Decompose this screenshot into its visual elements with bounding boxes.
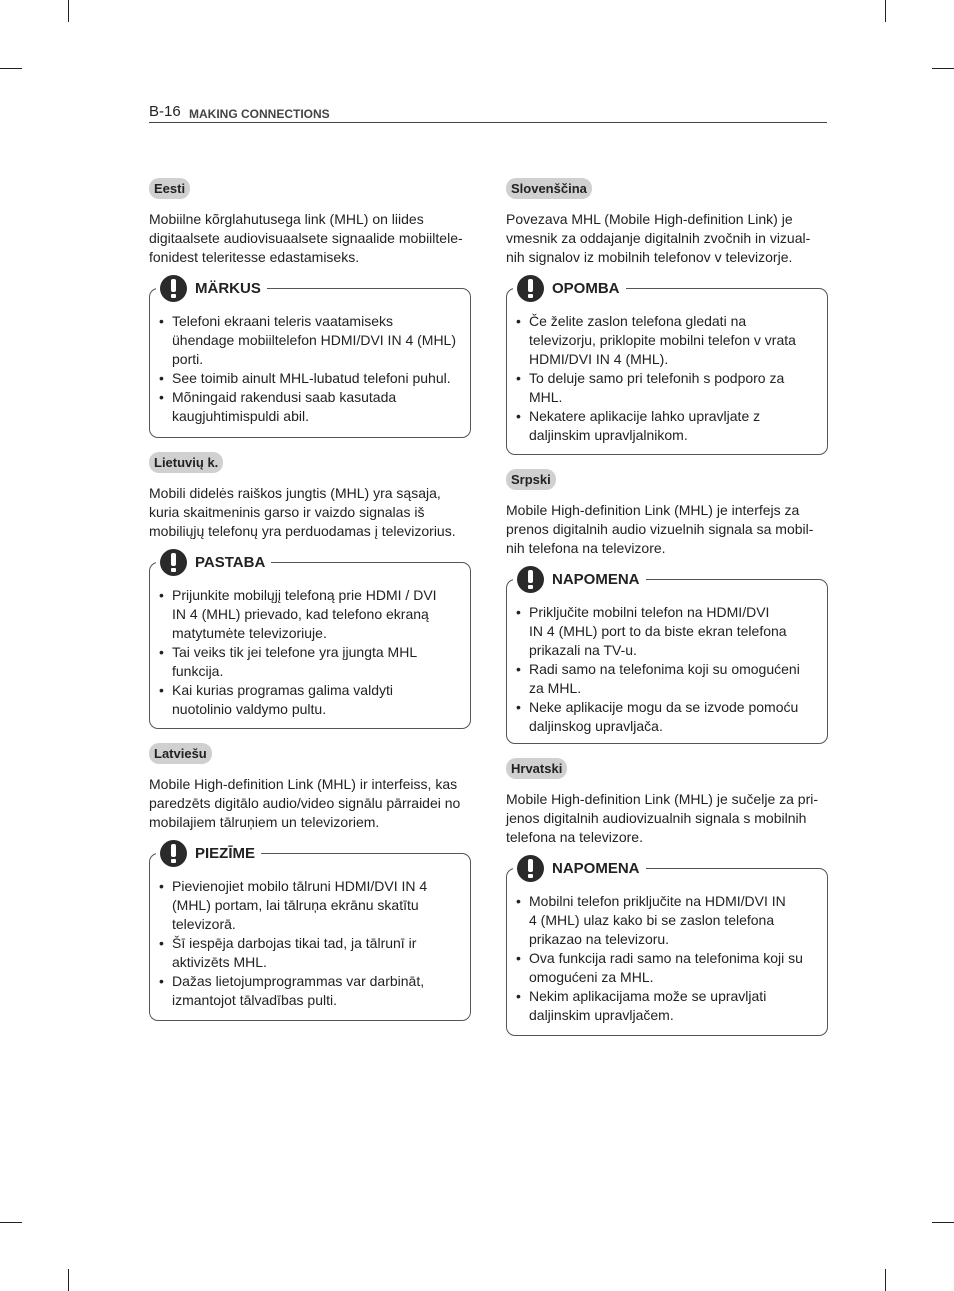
note-header [156, 274, 267, 302]
note-box [149, 553, 471, 729]
note-list [150, 854, 470, 1010]
crop-mark [885, 1269, 886, 1291]
exclamation-icon [160, 840, 187, 867]
note-title: OPOMBA [552, 279, 620, 297]
list-item: • See toimib ainult MHL-lubatud telefoni puhul. [159, 369, 460, 388]
list-item: • Priključite mobilni telefon na HDMI/DVI IN 4 (MHL) port to da biste ekran telefona prikazali na TV-u. [516, 603, 817, 660]
crop-mark [932, 1222, 954, 1223]
list-item: • Nekatere aplikacije lahko upravljate z daljinskim upravljalnikom. [516, 407, 817, 445]
list-item: • Dažas lietojumprogrammas var darbināt, izmantojot tālvadības pulti. [159, 972, 460, 1010]
note-box [506, 570, 828, 744]
list-item: • Kai kurias programas galima valdyti nuotolinio valdymo pultu. [159, 681, 460, 719]
list-item: • To deluje samo pri telefonih s podporo za MHL. [516, 369, 817, 407]
exclamation-icon [517, 566, 544, 593]
note-header [156, 839, 261, 867]
note-title: PIEZĪME [195, 844, 256, 862]
list-item: • Neke aplikacije mogu da se izvode pomoću daljinskog upravljača. [516, 698, 817, 736]
note-box [506, 859, 828, 1036]
language-tag: Hrvatski [506, 758, 567, 779]
note-title: PASTABA [195, 553, 266, 571]
intro-paragraph: Mobili didelės raiškos jungtis (MHL) yra sąsaja, kuria skaitmeninis garso ir vaizdo signalas iš mobiliųjų telefonų yra perduodamas į televizorius. [149, 485, 456, 539]
list-item: • Telefoni ekraani teleris vaatamiseks ühendage mobiiltelefon HDMI/DVI IN 4 (MHL) porti. [159, 312, 460, 369]
language-tag: Srpski [506, 469, 556, 490]
list-item: • Mõningaid rakendusi saab kasutada kaugjuhtimispuldi abil. [159, 388, 460, 426]
crop-mark [0, 68, 22, 69]
list-item: • Če želite zaslon telefona gledati na televizorju, priklopite mobilni telefon v vrata HDMI/DVI IN 4 (MHL). [516, 312, 817, 369]
intro-paragraph: Mobile High-definition Link (MHL) je sučelje za pri- jenos digitalnih audiovizualnih signala s mobilnih telefona na televizore. [506, 791, 819, 845]
note-box [506, 279, 828, 455]
exclamation-icon [517, 855, 544, 882]
intro-paragraph: Mobile High-definition Link (MHL) je interfejs za prenos digitalnih audio vizuelnih signala sa mobil- nih telefona na televizore. [506, 502, 814, 556]
note-header [513, 274, 626, 302]
list-item: • Pievienojiet mobilo tālruni HDMI/DVI IN 4 (MHL) portam, lai tālruņa ekrānu skatītu televizorā. [159, 877, 460, 934]
note-header [513, 854, 646, 882]
language-tag: Slovenščina [506, 178, 592, 199]
exclamation-icon [160, 549, 187, 576]
list-item: • Prijunkite mobilųjį telefoną prie HDMI / DVI IN 4 (MHL) prievado, kad telefono ekraną matytumėte televizoriuje. [159, 586, 460, 643]
list-item: • Mobilni telefon priključite na HDMI/DVI IN 4 (MHL) ulaz kako bi se zaslon telefona prikazao na televizoru. [516, 892, 817, 949]
list-item: • Ova funkcija radi samo na telefonima koji su omogućeni za MHL. [516, 949, 817, 987]
note-list [507, 580, 827, 736]
note-list [507, 869, 827, 1025]
list-item: • Radi samo na telefonima koji su omogućeni za MHL. [516, 660, 817, 698]
intro-paragraph: Mobiilne kõrglahutusega link (MHL) on liides digitaalsete audiovisuaalsete signaalide mobiiltele- fonidest teleritesse edastamiseks. [149, 211, 463, 265]
page-number: B-16 [149, 103, 181, 120]
list-item: • Šī iespēja darbojas tikai tad, ja tālrunī ir aktivizēts MHL. [159, 934, 460, 972]
language-tag: Eesti [149, 178, 190, 199]
note-list [150, 289, 470, 426]
exclamation-icon [160, 275, 187, 302]
note-title: NAPOMENA [552, 859, 640, 877]
note-list [150, 563, 470, 719]
language-tag: Lietuvių k. [149, 452, 223, 473]
note-header [513, 565, 646, 593]
crop-mark [885, 0, 886, 22]
list-item: • Nekim aplikacijama može se upravljati daljinskim upravljačem. [516, 987, 817, 1025]
note-header [156, 548, 271, 576]
exclamation-icon [517, 275, 544, 302]
note-title: MÄRKUS [195, 279, 261, 297]
section-title: MAKING CONNECTIONS [189, 107, 330, 121]
crop-mark [932, 68, 954, 69]
note-box [149, 844, 471, 1021]
crop-mark [0, 1222, 22, 1223]
intro-paragraph: Povezava MHL (Mobile High-definition Link) je vmesnik za oddajanje digitalnih zvočnih in vizual- nih signalov iz mobilnih telefonov v televizorje. [506, 211, 811, 265]
note-box [149, 279, 471, 438]
crop-mark [68, 0, 69, 22]
crop-mark [68, 1269, 69, 1291]
list-item: • Tai veiks tik jei telefone yra įjungta MHL funkcija. [159, 643, 460, 681]
note-title: NAPOMENA [552, 570, 640, 588]
language-tag: Latviešu [149, 743, 212, 764]
intro-paragraph: Mobile High-definition Link (MHL) ir interfeiss, kas paredzēts digitālo audio/video signālu pārraidei no mobilajiem tālruņiem un televizoriem. [149, 776, 461, 830]
page-header [149, 103, 827, 123]
note-list [507, 289, 827, 445]
